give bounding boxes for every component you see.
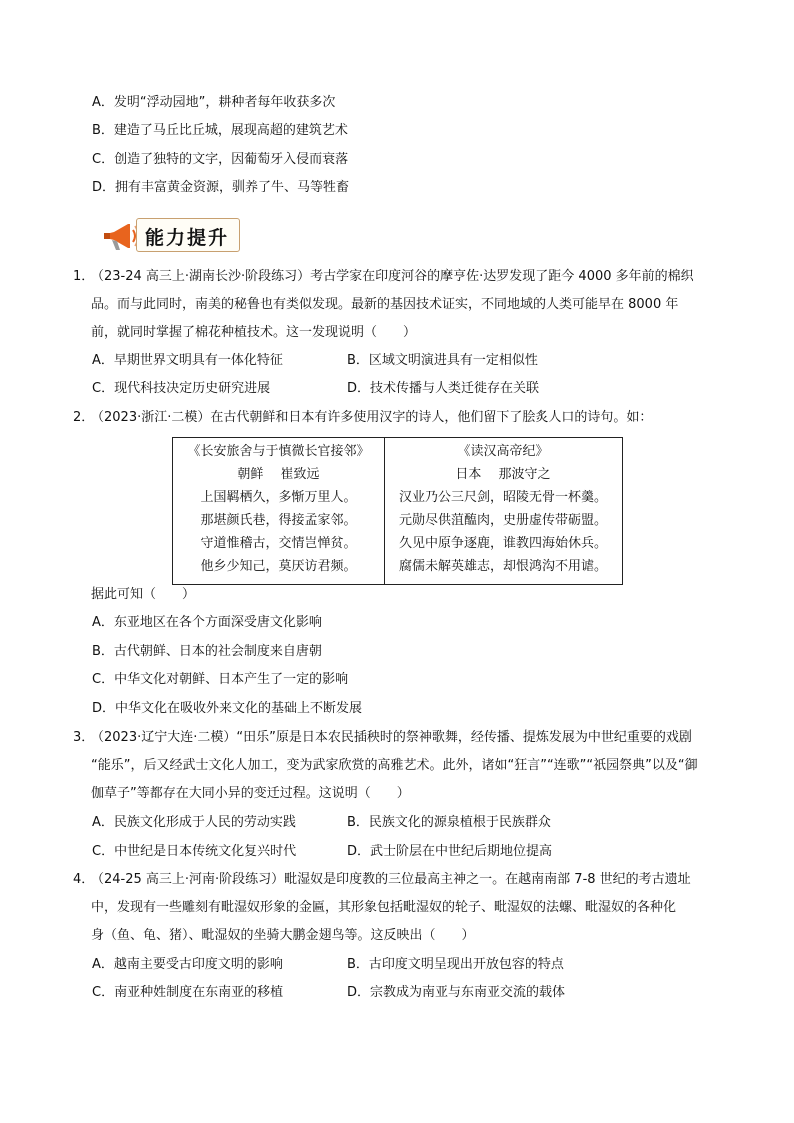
poem-right-line-3: 久见中原争逐鹿，谁教四海始休兵。 [398,536,607,551]
q1-option-d: D．技术传播与人类迁徙存在关联 [347,381,540,396]
megaphone-icon [100,220,140,254]
q4-option-c: C．南亚种姓制度在东南亚的移植 [92,985,284,1000]
section-title: 能力提升 [145,227,230,249]
q1-number: 1． [73,269,95,284]
poem-left-line-3: 守道惟稽古，交情岂惮贫。 [200,536,357,551]
poem-table [172,437,623,585]
poem-right-line-1: 汉业乃公三尺剑，昭陵无骨一杯羹。 [398,490,607,505]
poem-right-line-4: 腐儒未解英雄志，却恨鸿沟不用谑。 [398,559,607,574]
poem-left-line-1: 上国羁栖久，多惭万里人。 [200,490,357,505]
section-header [100,216,245,256]
q3-stem-line-2: “能乐”，后又经武士文化人加工，变为武家欣赏的高雅艺术。此外，诸如“狂言”“连歌”“祇园祭典”以及“御 [91,758,698,773]
q3-option-d: D．武士阶层在中世纪后期地位提高 [347,844,553,859]
q3-option-b: B．民族文化的源泉植根于民族群众 [347,815,551,830]
q2-number: 2． [73,410,95,425]
q3-number: 3． [73,730,95,745]
poem-left-author: 朝鲜 崔致远 [237,467,320,482]
q4-stem-line-3: 身（鱼、龟、猪）、毗湿奴的坐骑大鹏金翅鸟等。这反映出（ ） [91,928,475,943]
q1-stem-line-2: 品。而与此同时，南美的秘鲁也有类似发现。最新的基因技术证实，不同地域的人类可能早在 8000 年 [91,297,679,312]
q1-option-c: C．现代科技决定历史研究进展 [92,381,271,396]
poem-left-line-2: 那堪颜氏巷，得接孟家邻。 [200,513,357,528]
prev-option-c: C．创造了独特的文字，因葡萄牙入侵而衰落 [92,152,349,167]
q3-stem-line-3: 伽草子”等都存在大同小异的变迁过程。这说明（ ） [91,786,410,801]
q4-option-b: B．古印度文明呈现出开放包容的特点 [347,957,564,972]
poem-left-column [173,438,385,584]
q3-option-c: C．中世纪是日本传统文化复兴时代 [92,844,297,859]
q4-option-a: A．越南主要受古印度文明的影响 [92,957,283,972]
q1-option-a: A．早期世界文明具有一体化特征 [92,353,283,368]
q3-stem-line-1: （2023·辽宁大连·二模）“田乐”原是日本农民插秧时的祭神歌舞，经传播、提炼发展为中世纪重要的戏剧 [91,730,692,745]
q4-stem-line-1: （24-25 高三上·河南·阶段练习）毗湿奴是印度教的三位最高主神之一。在越南南部 7-8 世纪的考古遗址 [91,872,691,887]
prev-option-d: D．拥有丰富黄金资源，驯养了牛、马等牲畜 [92,180,350,195]
poem-right-author: 日本 那波守之 [455,467,551,482]
prev-option-a: A．发明“浮动园地”，耕种者每年收获多次 [92,95,336,110]
section-title-box [136,218,240,252]
q1-option-b: B．区域文明演进具有一定相似性 [347,353,538,368]
q1-stem-line-3: 前，就同时掌握了棉花种植技术。这一发现说明（ ） [91,325,417,340]
q2-stem-line-1: （2023·浙江·二模）在古代朝鲜和日本有许多使用汉字的诗人，他们留下了脍炙人口的诗句。如： [91,410,653,425]
poem-left-line-4: 他乡少知己，莫厌访君频。 [200,559,357,574]
q4-stem-line-2: 中，发现有一些雕刻有毗湿奴形象的金匾，其形象包括毗湿奴的轮子、毗湿奴的法螺、毗湿奴的各种化 [91,900,677,915]
q4-option-d: D．宗教成为南亚与东南亚交流的载体 [347,985,566,1000]
q2-option-c: C．中华文化对朝鲜、日本产生了一定的影响 [92,672,349,687]
q2-option-d: D．中华文化在吸收外来文化的基础上不断发展 [92,701,363,716]
poem-right-title: 《读汉高帝纪》 [457,444,549,459]
q2-option-b: B．古代朝鲜、日本的社会制度来自唐朝 [92,644,322,659]
poem-right-column [384,438,622,584]
q3-option-a: A．民族文化形成于人民的劳动实践 [92,815,296,830]
prev-option-b: B．建造了马丘比丘城，展现高超的建筑艺术 [92,123,348,138]
q2-option-a: A．东亚地区在各个方面深受唐文化影响 [92,615,322,630]
q4-number: 4． [73,872,95,887]
q1-stem-line-1: （23-24 高三上·湖南长沙·阶段练习）考古学家在印度河谷的摩亨佐·达罗发现了距今 4000 多年前的棉织 [91,269,694,284]
poem-left-title: 《长安旅舍与于慎微长官接邻》 [187,444,370,459]
poem-right-line-2: 元勋尽供菹醢肉，史册虚传带砺盟。 [398,513,607,528]
q2-stem-after: 据此可知（ ） [91,587,196,602]
